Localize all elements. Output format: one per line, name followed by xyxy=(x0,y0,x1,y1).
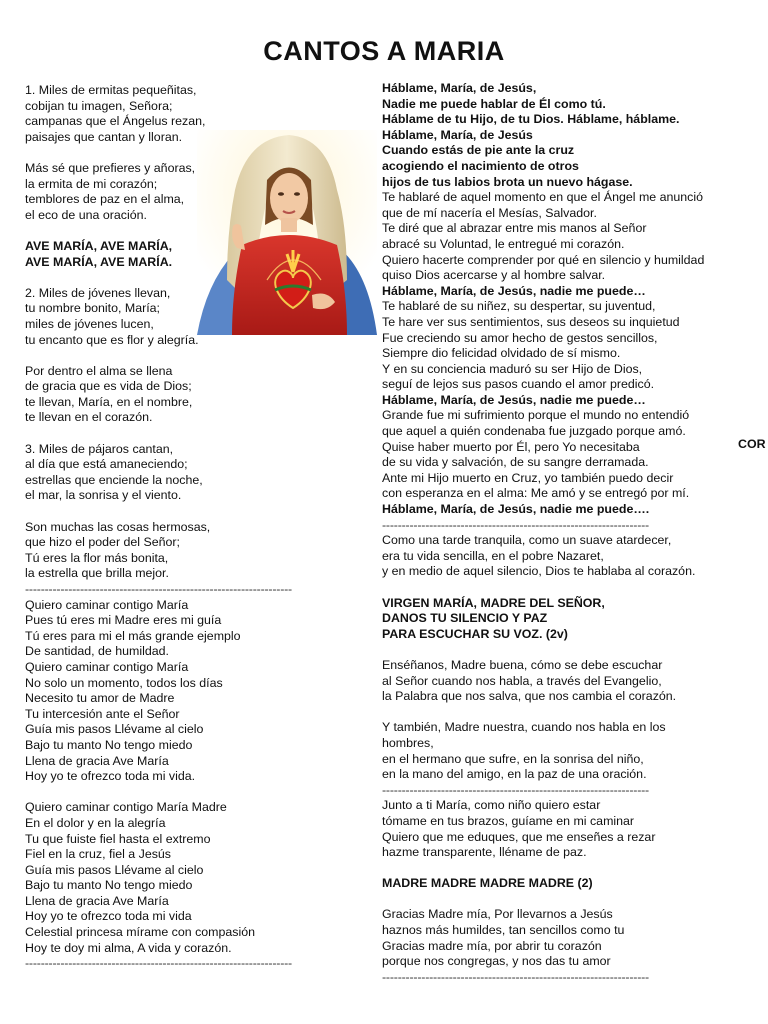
lyric-line: Bajo tu manto No tengo miedo xyxy=(25,878,193,893)
lyric-line: te llevan en el corazón. xyxy=(25,410,153,425)
lyric-line: Llena de gracia Ave María xyxy=(25,753,169,768)
lyric-line: con esperanza en el alma: Me amó y se entregó por mí. xyxy=(382,486,690,501)
lyric-line: Quise haber muerto por Él, pero Yo necesitaba xyxy=(382,439,640,454)
lyric-line: Guía mis pasos Llévame al cielo xyxy=(25,722,204,737)
lyric-line: Tú eres para mi el más grande ejemplo xyxy=(25,628,241,643)
lyric-line: haznos más humildes, tan sencillos como tu xyxy=(382,923,625,938)
lyric-line: Bajo tu manto No tengo miedo xyxy=(25,737,193,752)
lyric-line: Ante mi Hijo muerto en Cruz, yo también puedo decir xyxy=(382,470,674,485)
lyric-line: Hoy te doy mi alma, A vida y corazón. xyxy=(25,940,232,955)
lyric-line: hazme transparente, lléname de paz. xyxy=(382,845,587,860)
chorus-line: PARA ESCUCHAR SU VOZ. (2v) xyxy=(382,626,568,641)
lyric-line: Enséñanos, Madre buena, cómo se debe escuchar xyxy=(382,657,663,672)
lyric-line: De santidad, de humildad. xyxy=(25,644,169,659)
stanza-gap xyxy=(25,223,292,239)
stanza-gap xyxy=(382,705,704,721)
lyric-line: Fiel en la cruz, fiel a Jesús xyxy=(25,847,171,862)
lyric-line: hombres, xyxy=(382,735,434,750)
lyric-line: Guía mis pasos Llévame al cielo xyxy=(25,862,204,877)
lyric-line: Te hablaré de aquel momento en que el Ángel me anunció xyxy=(382,190,703,205)
chorus-line: MADRE MADRE MADRE MADRE (2) xyxy=(382,876,593,891)
chorus-line: Nadie me puede hablar de Él como tú. xyxy=(382,96,606,111)
lyric-line: abracé su Voluntad, le entregué mi corazón. xyxy=(382,236,625,251)
lyric-line: la Palabra que nos salva, que nos cambia el corazón. xyxy=(382,689,677,704)
lyric-line: era tu vida sencilla, en el pobre Nazaret, xyxy=(382,548,604,563)
chorus-line: Háblame, María, de Jesús, nadie me puede… xyxy=(382,283,646,298)
lyric-line: tómame en tus brazos, guíame en mi caminar xyxy=(382,813,635,828)
lyric-line: campanas que el Ángelus rezan, xyxy=(25,114,206,129)
lyric-line: Gracias madre mía, por abrir tu corazón xyxy=(382,938,602,953)
lyric-line: Son muchas las cosas hermosas, xyxy=(25,519,211,534)
lyric-line: Tu intercesión ante el Señor xyxy=(25,706,180,721)
lyric-line: Llena de gracia Ave María xyxy=(25,893,169,908)
stanza-gap xyxy=(25,145,292,161)
lyric-line: y en medio de aquel silencio, Dios te hablaba al corazón. xyxy=(382,564,696,579)
lyric-line: cobijan tu imagen, Señora; xyxy=(25,98,173,113)
chorus-line: Háblame, María, de Jesús, nadie me puede…. xyxy=(382,502,650,517)
lyric-line: seguí de lejos sus pasos cuando el amor predicó. xyxy=(382,377,655,392)
lyric-line: de gracia que es vida de Dios; xyxy=(25,379,192,394)
lyric-line: Necesito tu amor de Madre xyxy=(25,691,175,706)
lyric-line: que hizo el poder del Señor; xyxy=(25,535,180,550)
lyric-line: 2. Miles de jóvenes llevan, xyxy=(25,285,171,300)
lyric-line: paisajes que cantan y lloran. xyxy=(25,129,183,144)
left-column xyxy=(25,83,292,972)
lyric-line: Quiero que me eduques, que me enseñes a rezar xyxy=(382,829,656,844)
lyric-line: Grande fue mi sufrimiento porque el mundo no entendió xyxy=(382,408,690,423)
separator-line: -------------------------------------------------------------------- xyxy=(382,782,649,797)
lyric-line: Gracias Madre mía, Por llevarnos a Jesús xyxy=(382,907,613,922)
chorus-line: Háblame, María, de Jesús, xyxy=(382,81,537,95)
lyric-line: Pues tú eres mi Madre eres mi guía xyxy=(25,613,222,628)
chorus-line: Cuando estás de pie ante la cruz xyxy=(382,143,575,158)
chorus-line: DANOS TU SILENCIO Y PAZ xyxy=(382,611,548,626)
chorus-line: acogiendo el nacimiento de otros xyxy=(382,158,579,173)
right-column xyxy=(382,81,704,985)
lyric-line: Más sé que prefieres y añoras, xyxy=(25,160,196,175)
lyric-line: que aquel a quién condenaba fue juzgado porque amó. xyxy=(382,424,686,439)
lyric-line: Te hablaré de su niñez, su despertar, su juventud, xyxy=(382,299,656,314)
lyric-line: te llevan, María, en el nombre, xyxy=(25,394,193,409)
chorus-line: Háblame de tu Hijo, de tu Dios. Háblame, háblame. xyxy=(382,112,680,127)
lyric-line: Siempre dio felicidad olvidado de sí mismo. xyxy=(382,346,621,361)
lyric-line: quiso Dios acercarse y al hombre salvar. xyxy=(382,268,606,283)
lyric-line: Quiero caminar contigo María Madre xyxy=(25,800,227,815)
chorus-line: AVE MARÍA, AVE MARÍA. xyxy=(25,254,173,269)
lyric-line: en la mano del amigo, en la paz de una oración. xyxy=(382,767,647,782)
lyric-line: Hoy yo te ofrezco toda mi vida xyxy=(25,909,192,924)
lyric-line: al Señor cuando nos habla, a través del Evangelio, xyxy=(382,673,662,688)
lyric-line: Te hare ver sus sentimientos, sus deseos su inquietud xyxy=(382,314,680,329)
lyric-line: 1. Miles de ermitas pequeñitas, xyxy=(25,83,197,97)
lyric-line: el mar, la sonrisa y el viento. xyxy=(25,488,182,503)
lyric-line: Quiero caminar contigo María xyxy=(25,597,189,612)
stanza-gap xyxy=(25,348,292,364)
lyric-line: 3. Miles de pájaros cantan, xyxy=(25,441,174,456)
stanza-gap xyxy=(25,504,292,520)
chorus-line: VIRGEN MARÍA, MADRE DEL SEÑOR, xyxy=(382,595,605,610)
lyric-line: Quiero hacerte comprender por qué en silencio y humildad xyxy=(382,252,705,267)
lyric-line: que de mí nacería el Mesías, Salvador. xyxy=(382,205,597,220)
separator-line: -------------------------------------------------------------------- xyxy=(382,517,649,532)
chorus-line: hijos de tus labios brota un nuevo hágase. xyxy=(382,174,633,189)
lyric-line: tu encanto que es flor y alegría. xyxy=(25,332,199,347)
lyric-line: Quiero caminar contigo María xyxy=(25,659,189,674)
stanza-gap xyxy=(25,426,292,442)
stanza-gap xyxy=(25,785,292,801)
page-title: CANTOS A MARIA xyxy=(263,36,505,66)
stanza-gap xyxy=(382,580,704,596)
lyric-line: en el hermano que sufre, en la sonrisa del niño, xyxy=(382,751,644,766)
lyric-line: Y también, Madre nuestra, cuando nos habla en los xyxy=(382,720,666,735)
lyric-line: Tú eres la flor más bonita, xyxy=(25,550,169,565)
lyric-line: Junto a ti María, como niño quiero estar xyxy=(382,798,601,813)
separator-line: -------------------------------------------------------------------- xyxy=(382,969,649,984)
stanza-gap xyxy=(382,642,704,658)
lyric-line: la estrella que brilla mejor. xyxy=(25,566,169,581)
lyric-line: estrellas que enciende la noche, xyxy=(25,472,203,487)
lyric-line: Tu que fuiste fiel hasta el extremo xyxy=(25,831,211,846)
stanza-gap xyxy=(25,270,292,286)
lyric-line: tu nombre bonito, María; xyxy=(25,301,160,316)
stanza-gap xyxy=(382,861,704,877)
separator-line: -------------------------------------------------------------------- xyxy=(25,582,292,596)
lyric-line: al día que está amaneciendo; xyxy=(25,457,188,472)
lyric-line: En el dolor y en la alegría xyxy=(25,815,166,830)
lyric-line: la ermita de mi corazón; xyxy=(25,176,158,191)
lyric-line: Y en su conciencia maduró su ser Hijo de Dios, xyxy=(382,361,643,376)
lyric-line: Por dentro el alma se llena xyxy=(25,363,173,378)
lyric-line: Fue creciendo su amor hecho de gestos sencillos, xyxy=(382,330,658,345)
lyric-line: Como una tarde tranquila, como un suave atardecer, xyxy=(382,533,672,548)
lyric-line: Celestial princesa mírame con compasión xyxy=(25,925,256,940)
separator-line: -------------------------------------------------------------------- xyxy=(25,956,292,971)
lyric-line: Te diré que al abrazar entre mis manos al Señor xyxy=(382,221,647,236)
chorus-line: Háblame, María, de Jesús, nadie me puede… xyxy=(382,392,646,407)
chorus-line: Háblame, María, de Jesús xyxy=(382,127,533,142)
cropped-side-text: COR xyxy=(738,437,766,451)
lyric-line: Hoy yo te ofrezco toda mi vida. xyxy=(25,769,196,784)
lyric-line: porque nos congregas, y nos das tu amor xyxy=(382,954,611,969)
lyric-line: No solo un momento, todos los días xyxy=(25,675,223,690)
lyric-line: de su vida y salvación, de su sangre derramada. xyxy=(382,455,649,470)
lyric-line: miles de jóvenes lucen, xyxy=(25,316,154,331)
chorus-line: AVE MARÍA, AVE MARÍA, xyxy=(25,238,173,253)
stanza-gap xyxy=(382,892,704,908)
lyric-line: temblores de paz en el alma, xyxy=(25,192,185,207)
lyric-line: el eco de una oración. xyxy=(25,207,147,222)
